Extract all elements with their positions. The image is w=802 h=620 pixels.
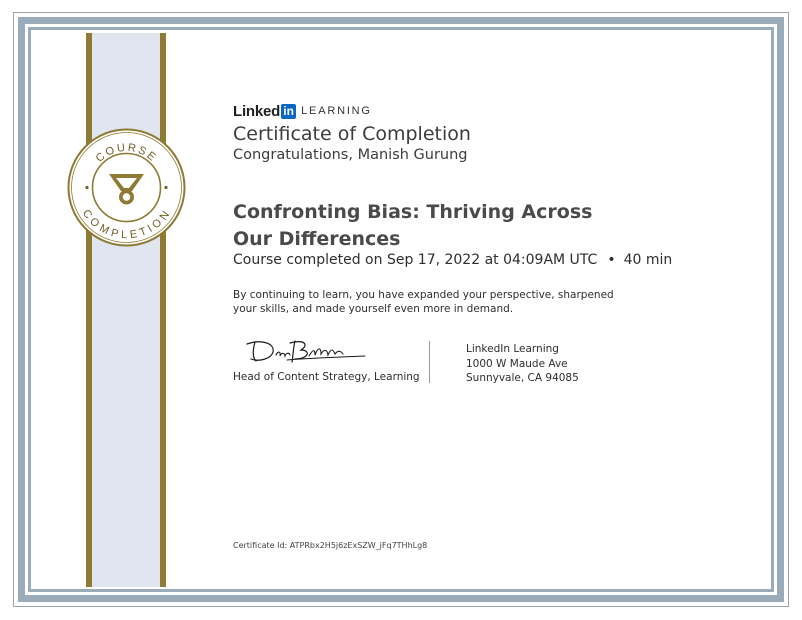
course-duration: 40 min xyxy=(623,252,673,268)
address-line-3: Sunnyvale, CA 94085 xyxy=(466,372,579,384)
logo-linked-text: Linked xyxy=(233,102,281,120)
course-title: Confronting Bias: Thriving Across Our Differences xyxy=(233,201,593,250)
ribbon-stripe-left xyxy=(86,33,92,587)
completion-details xyxy=(233,252,672,268)
course-completion-seal xyxy=(66,127,187,248)
logo-in-badge: in xyxy=(281,104,296,119)
seal-top-text: COURSE xyxy=(93,141,160,165)
logo-learning-text: LEARNING xyxy=(301,105,372,117)
ribbon-stripe-right xyxy=(160,33,166,587)
certificate-title: Certificate of Completion xyxy=(233,123,471,145)
completion-date: Course completed on Sep 17, 2022 at 04:09AM UTC xyxy=(233,252,598,268)
separator-dot: • xyxy=(607,252,616,268)
address-line-1: LinkedIn Learning xyxy=(466,343,559,355)
congratulations-line: Congratulations, Manish Gurung xyxy=(233,147,468,163)
certificate-id: Certificate Id: ATPRbx2H5j6zExSZW_jFq7THhLg8 xyxy=(233,541,428,550)
address-line-2: 1000 W Maude Ave xyxy=(466,357,568,370)
signature-block xyxy=(233,337,423,383)
signer-role: Head of Content Strategy, Learning xyxy=(233,371,420,383)
seal-bottom-text: COMPLETION xyxy=(79,207,174,242)
signature-divider xyxy=(429,341,430,383)
linkedin-address xyxy=(466,342,579,386)
certificate-blurb: By continuing to learn, you have expanded your perspective, sharpened your skills, and made yourself even more in demand. xyxy=(233,289,614,315)
ribbon xyxy=(86,33,166,587)
certificate-content xyxy=(233,102,673,550)
signature-image xyxy=(243,337,373,367)
linkedin-learning-logo xyxy=(233,102,653,120)
